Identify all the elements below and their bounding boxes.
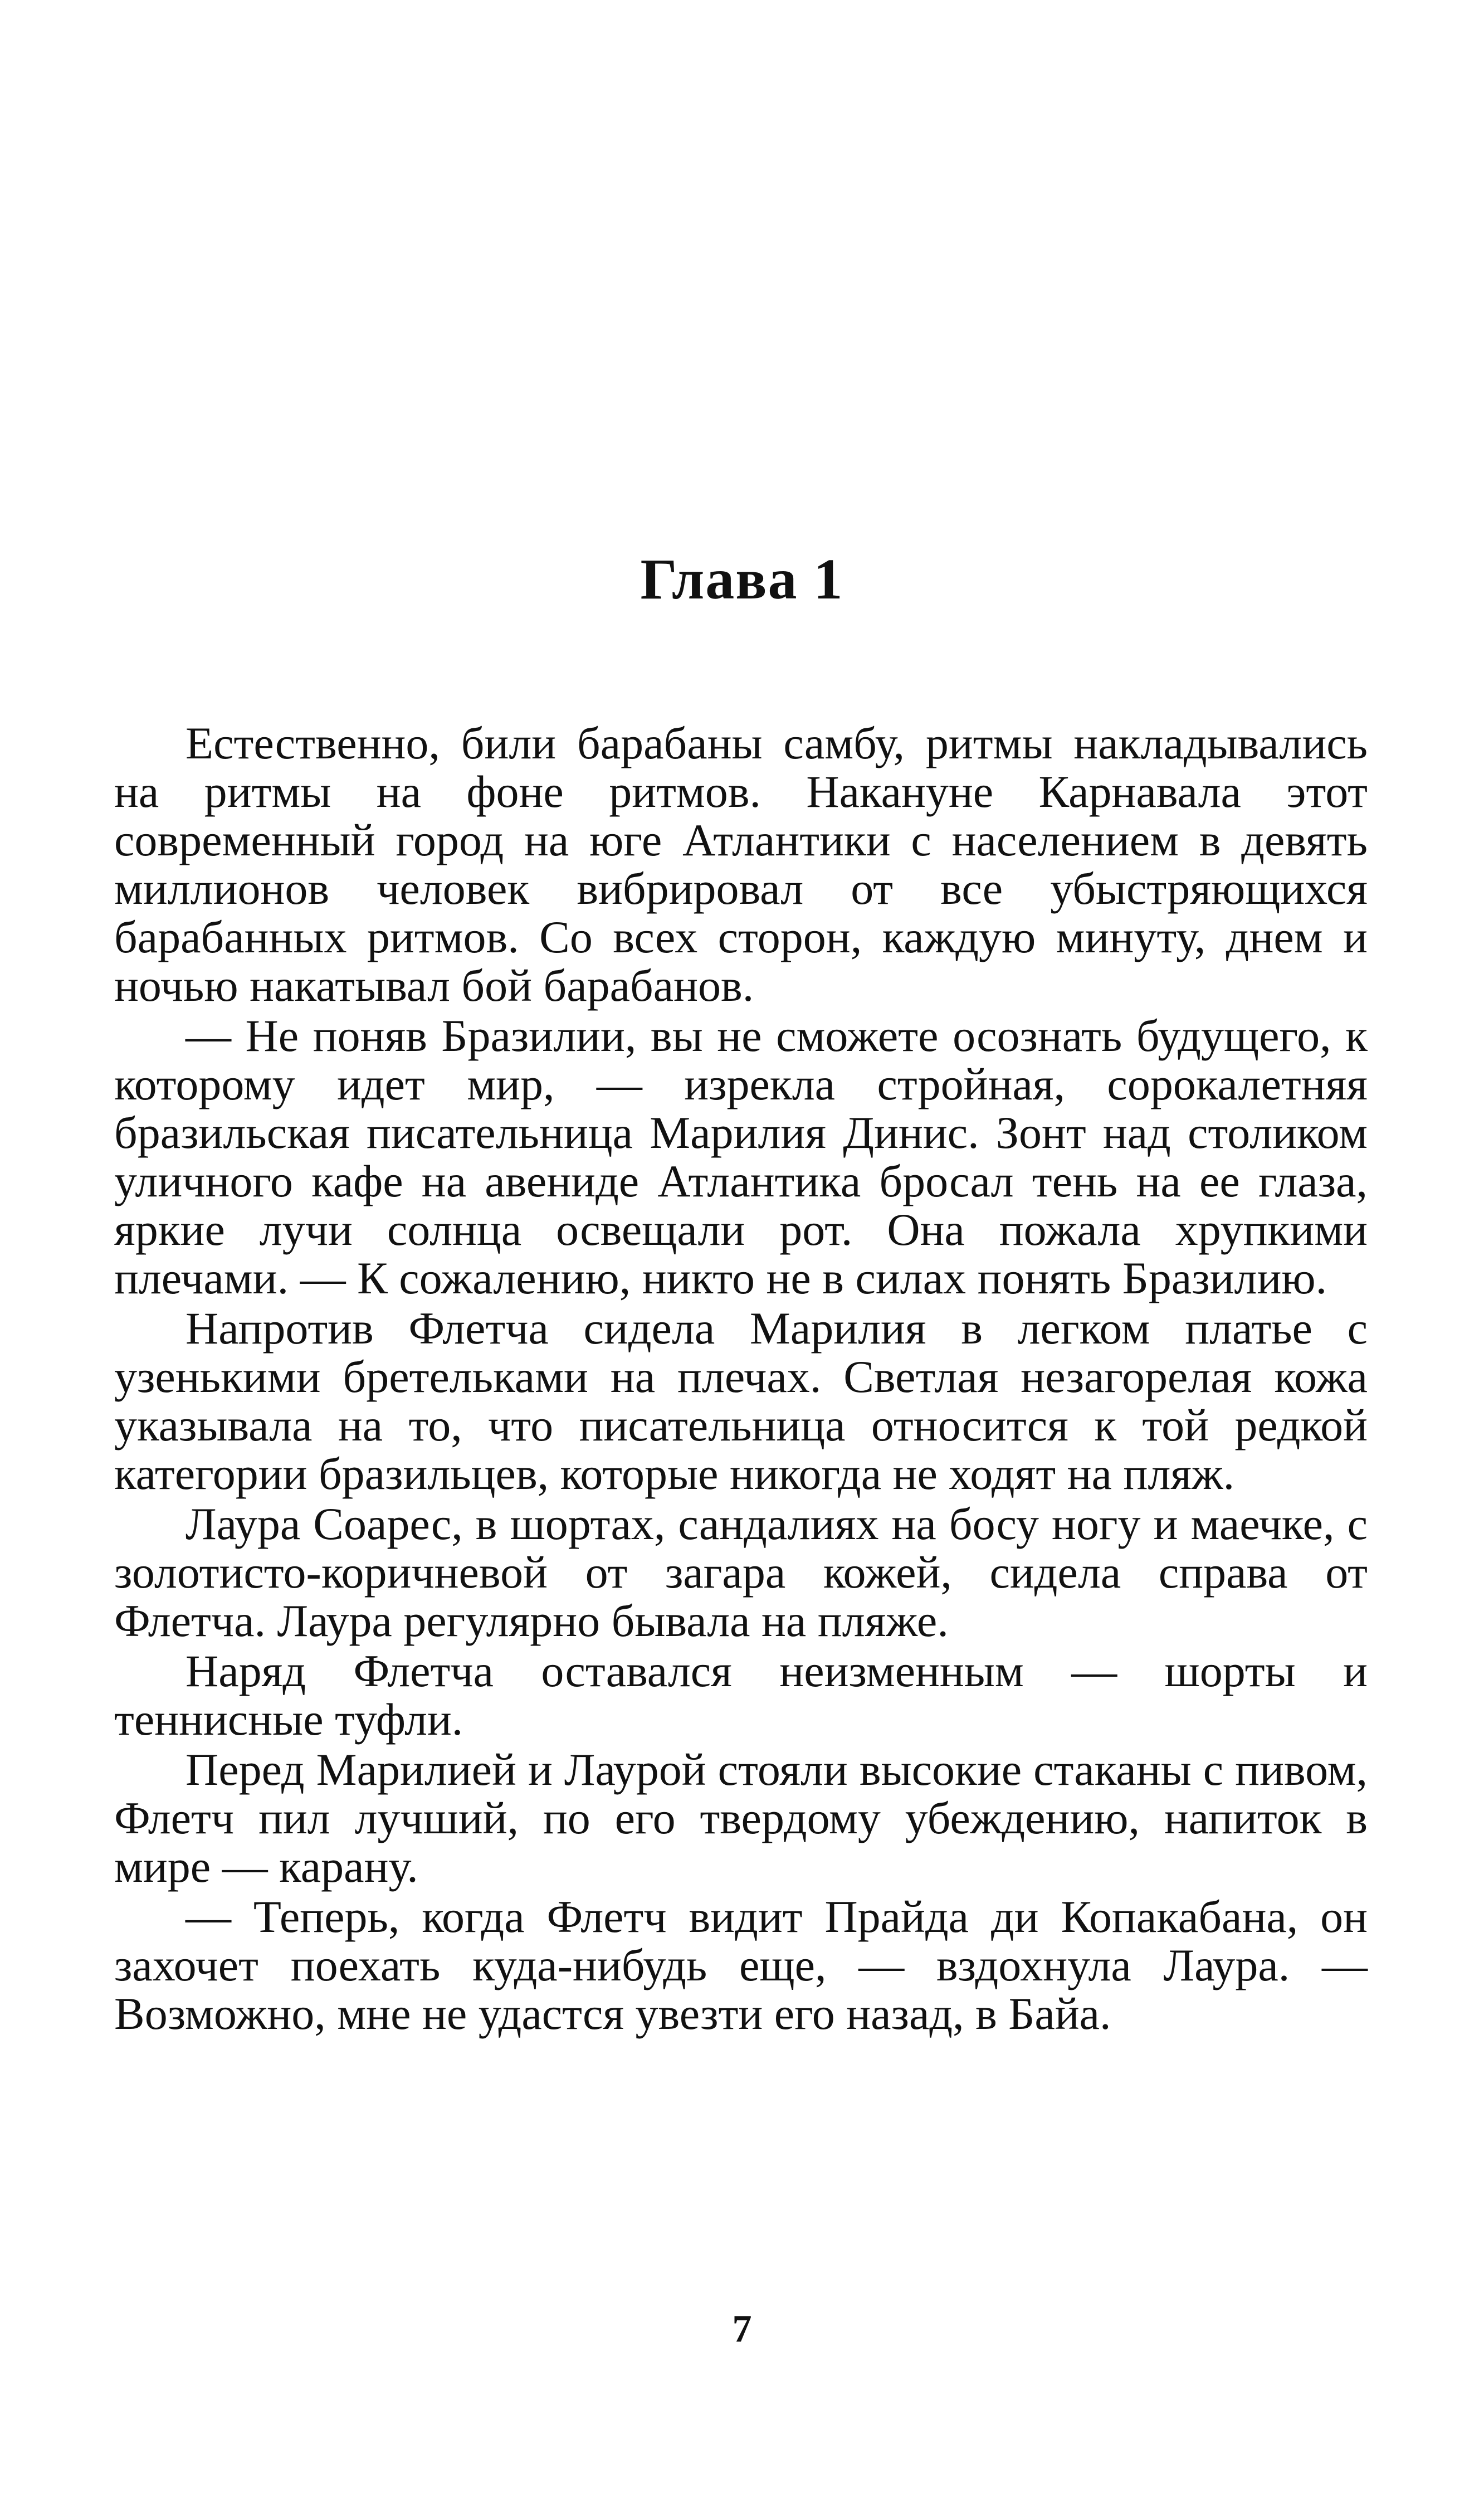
page-number: 7 bbox=[732, 2308, 752, 2350]
chapter-title: Глава 1 bbox=[640, 547, 844, 611]
paragraph: Наряд Флетча оставался неизменным — шорты и теннисные туфли. bbox=[114, 1646, 1368, 1745]
paragraph: Лаура Соарес, в шортах, сандалиях на босу ногу и маечке, с золотисто-коричневой от загара кожей, сидела справа от Флетча. Лаура регулярно бывала на пляже. bbox=[114, 1498, 1368, 1646]
paragraph: Перед Марилией и Лаурой стояли высокие стаканы с пивом, Флетч пил лучший, по его твердому убеждению, напиток в мире — карану. bbox=[114, 1744, 1368, 1892]
paragraph: — Теперь, когда Флетч видит Прайда ди Копакабана, он захочет поехать куда-нибудь еще, — вздохнула Лаура. — Возможно, мне не удастся увезти его назад, в Байа. bbox=[114, 1891, 1368, 2039]
paragraph: Напротив Флетча сидела Марилия в легком платье с узенькими бретельками на плечах. Светлая незагорелая кожа указывала на то, что писательница относится к той редкой категории бразильцев, которые никогда не ходят на пляж. bbox=[114, 1303, 1368, 1499]
paragraph: Естественно, били барабаны самбу, ритмы накладывались на ритмы на фоне ритмов. Накануне Карнавала этот современный город на юге Атлантики с населением в девять миллионов человек вибрировал от все убыстряющихся барабанных ритмов. Со всех сторон, каждую минуту, днем и ночью накатывал бой барабанов. bbox=[114, 718, 1368, 1011]
paragraph: — Не поняв Бразилии, вы не сможете осознать будущего, к которому идет мир, — изрекла стройная, сорокалетняя бразильская писательница Марилия Динис. Зонт над столиком уличного кафе на авениде Атлантика бросал тень на ее глаза, яркие лучи солнца освещали рот. Она пожала хрупкими плечами. — К сожалению, никто не в силах понять Бразилию. bbox=[114, 1010, 1368, 1303]
body-text bbox=[114, 719, 1368, 2039]
